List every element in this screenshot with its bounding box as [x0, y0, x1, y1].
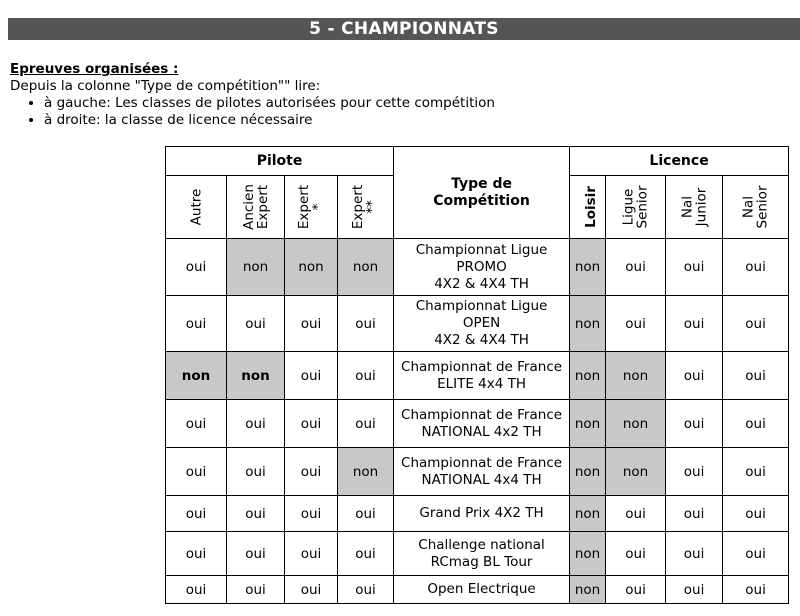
- pilote-cell: oui: [227, 448, 285, 496]
- licence-cell: non: [570, 239, 606, 296]
- licence-cell: oui: [606, 239, 666, 296]
- group-header-licence: Licence: [570, 147, 789, 176]
- pilote-cell: oui: [166, 296, 227, 352]
- licence-cell: oui: [606, 496, 666, 532]
- section-title: 5 - CHAMPIONNATS: [8, 18, 800, 40]
- licence-header-text: Nal Senior: [740, 185, 771, 228]
- licence-cell: oui: [723, 448, 789, 496]
- licence-cell: oui: [666, 400, 723, 448]
- pilote-cell: oui: [166, 400, 227, 448]
- table-row: [166, 296, 789, 352]
- pilote-header-text: Autre: [188, 188, 204, 226]
- intro-bullet-left: • à gauche: Les classes de pilotes autorisées pour cette compétition: [44, 95, 495, 112]
- pilote-header-1: [227, 176, 285, 239]
- pilote-cell: non: [227, 239, 285, 296]
- pilote-header-text: Ancien Expert: [240, 183, 271, 230]
- pilote-header-3: [338, 176, 394, 239]
- table-row: [166, 448, 789, 496]
- pilote-cell: oui: [285, 496, 338, 532]
- pilote-cell: oui: [166, 448, 227, 496]
- licence-cell: non: [570, 400, 606, 448]
- licence-header-1: [606, 176, 666, 239]
- pilote-header-0: [166, 176, 227, 239]
- licence-cell: oui: [723, 576, 789, 604]
- pilote-cell: oui: [338, 496, 394, 532]
- licence-cell: non: [570, 352, 606, 400]
- licence-cell: non: [570, 532, 606, 576]
- competition-type-cell: Championnat Ligue OPEN 4X2 & 4X4 TH: [394, 296, 570, 352]
- pilote-cell: oui: [338, 296, 394, 352]
- intro-line: Depuis la colonne "Type de compétition"" lire:: [10, 78, 321, 94]
- pilote-cell: non: [285, 239, 338, 296]
- pilote-cell: oui: [285, 296, 338, 352]
- licence-header-text: Nal Junior: [679, 187, 710, 226]
- pilote-cell: oui: [338, 532, 394, 576]
- licence-cell: non: [570, 448, 606, 496]
- table-row: [166, 576, 789, 604]
- licence-header-2: [666, 176, 723, 239]
- type-competition-header-text: Type de Compétition: [433, 175, 530, 209]
- pilote-cell: oui: [166, 532, 227, 576]
- licence-cell: oui: [606, 532, 666, 576]
- intro-heading: Epreuves organisées :: [10, 61, 179, 77]
- licence-header-text: Loisir: [582, 186, 599, 228]
- type-competition-header: [394, 147, 570, 239]
- pilote-cell: oui: [227, 576, 285, 604]
- licence-cell: non: [606, 400, 666, 448]
- table-row: [166, 532, 789, 576]
- group-header-pilote: Pilote: [166, 147, 394, 176]
- licence-cell: oui: [723, 400, 789, 448]
- championships-table: [165, 146, 789, 604]
- competition-type-cell: Championnat Ligue PROMO 4X2 & 4X4 TH: [394, 239, 570, 296]
- licence-cell: non: [606, 352, 666, 400]
- pilote-cell: oui: [166, 576, 227, 604]
- pilote-header-2: [285, 176, 338, 239]
- competition-type-cell: Open Electrique: [394, 576, 570, 604]
- pilote-cell: oui: [227, 532, 285, 576]
- pilote-header-text: Expert *: [296, 184, 326, 229]
- pilote-cell: oui: [166, 496, 227, 532]
- competition-type-cell: Championnat de France NATIONAL 4x2 TH: [394, 400, 570, 448]
- licence-header-3: [723, 176, 789, 239]
- licence-cell: oui: [606, 576, 666, 604]
- pilote-cell: oui: [227, 296, 285, 352]
- competition-type-cell: Grand Prix 4X2 TH: [394, 496, 570, 532]
- table-row: [166, 496, 789, 532]
- pilote-cell: oui: [285, 448, 338, 496]
- table-row: [166, 239, 789, 296]
- licence-cell: oui: [666, 532, 723, 576]
- licence-cell: non: [570, 496, 606, 532]
- licence-cell: oui: [723, 352, 789, 400]
- licence-header-text: Ligue Senior: [620, 185, 651, 228]
- licence-cell: oui: [666, 496, 723, 532]
- intro-bullets: [10, 95, 495, 129]
- pilote-cell: oui: [285, 400, 338, 448]
- pilote-cell: oui: [338, 576, 394, 604]
- pilote-cell: oui: [338, 400, 394, 448]
- pilote-cell: oui: [338, 352, 394, 400]
- licence-cell: oui: [666, 296, 723, 352]
- pilote-cell: oui: [285, 532, 338, 576]
- licence-cell: oui: [666, 352, 723, 400]
- licence-cell: non: [570, 576, 606, 604]
- pilote-cell: oui: [166, 239, 227, 296]
- intro-bullet-right: • à droite: la classe de licence nécessaire: [44, 112, 495, 129]
- licence-cell: oui: [723, 496, 789, 532]
- table-row: [166, 352, 789, 400]
- competition-type-cell: Championnat de France ELITE 4x4 TH: [394, 352, 570, 400]
- licence-cell: oui: [606, 296, 666, 352]
- intro-block: [10, 61, 495, 129]
- licence-header-0: [570, 176, 606, 239]
- pilote-cell: oui: [285, 576, 338, 604]
- pilote-cell: non: [166, 352, 227, 400]
- pilote-cell: oui: [227, 496, 285, 532]
- pilote-header-text: Expert **: [350, 184, 381, 229]
- pilote-cell: non: [338, 239, 394, 296]
- licence-cell: oui: [723, 532, 789, 576]
- licence-cell: oui: [723, 296, 789, 352]
- licence-cell: oui: [666, 576, 723, 604]
- competition-type-cell: Championnat de France NATIONAL 4x4 TH: [394, 448, 570, 496]
- licence-cell: non: [570, 296, 606, 352]
- licence-cell: oui: [666, 239, 723, 296]
- competition-type-cell: Challenge national RCmag BL Tour: [394, 532, 570, 576]
- pilote-cell: oui: [285, 352, 338, 400]
- licence-cell: oui: [723, 239, 789, 296]
- pilote-cell: oui: [227, 400, 285, 448]
- table-row: [166, 400, 789, 448]
- licence-cell: non: [606, 448, 666, 496]
- pilote-cell: non: [227, 352, 285, 400]
- licence-cell: oui: [666, 448, 723, 496]
- pilote-cell: non: [338, 448, 394, 496]
